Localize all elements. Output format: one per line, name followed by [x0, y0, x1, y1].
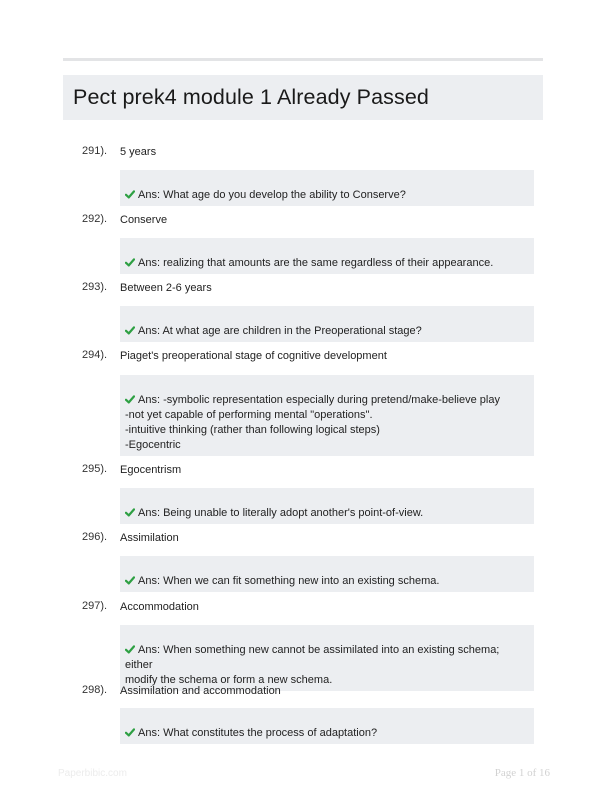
question-number: 292).: [82, 213, 108, 225]
check-icon: [125, 508, 135, 517]
page-title: Pect prek4 module 1 Already Passed: [73, 85, 429, 109]
question-number: 294).: [82, 349, 108, 361]
answer-text: Ans: -symbolic representation especially during pretend/make-believe play -not yet capable of performing mental "operations". -intuitive thinking (rather than following logical steps) -Egocentric: [125, 394, 500, 451]
check-icon: [125, 645, 135, 654]
check-icon: [125, 728, 135, 737]
check-icon: [125, 326, 135, 335]
question-number: 291).: [82, 145, 108, 157]
question-number: 297).: [82, 600, 108, 612]
question-text: Accommodation: [120, 601, 199, 613]
question-number: 293).: [82, 281, 108, 293]
answer-text: Ans: Being unable to literally adopt another's point-of-view.: [138, 507, 424, 519]
question-number: 298).: [82, 684, 108, 696]
answer-text: Ans: What age do you develop the ability to Conserve?: [138, 189, 406, 201]
check-icon: [125, 190, 135, 199]
answer-box: [120, 556, 534, 592]
answer-box: [120, 488, 534, 524]
answer-box: [120, 375, 534, 456]
answer-box: [120, 306, 534, 342]
question-text: Conserve: [120, 214, 168, 226]
answer-box: [120, 170, 534, 206]
header-divider: [63, 58, 543, 61]
question-text: 5 years: [120, 146, 157, 158]
answer-text: Ans: When we can fit something new into an existing schema.: [138, 575, 440, 587]
answer-text: Ans: realizing that amounts are the same regardless of their appearance.: [138, 257, 494, 269]
answer-text: Ans: What constitutes the process of adaptation?: [138, 727, 378, 739]
page-indicator: Page 1 of 16: [494, 767, 550, 779]
question-number: 295).: [82, 463, 108, 475]
question-text: Between 2-6 years: [120, 282, 212, 294]
question-text: Assimilation: [120, 532, 179, 544]
answer-box: [120, 708, 534, 744]
answer-box: [120, 625, 534, 691]
question-text: Assimilation and accommodation: [120, 685, 281, 697]
footer-watermark: Paperbibic.com: [58, 768, 127, 779]
question-text: Piaget's preoperational stage of cognitive development: [120, 350, 387, 362]
answer-text: Ans: When something new cannot be assimilated into an existing schema; either modify the schema or form a new schema.: [125, 644, 500, 686]
answer-text: Ans: At what age are children in the Preoperational stage?: [138, 325, 422, 337]
question-text: Egocentrism: [120, 464, 182, 476]
check-icon: [125, 258, 135, 267]
check-icon: [125, 576, 135, 585]
answer-box: [120, 238, 534, 274]
title-banner: [63, 75, 543, 120]
question-number: 296).: [82, 531, 108, 543]
check-icon: [125, 395, 135, 404]
